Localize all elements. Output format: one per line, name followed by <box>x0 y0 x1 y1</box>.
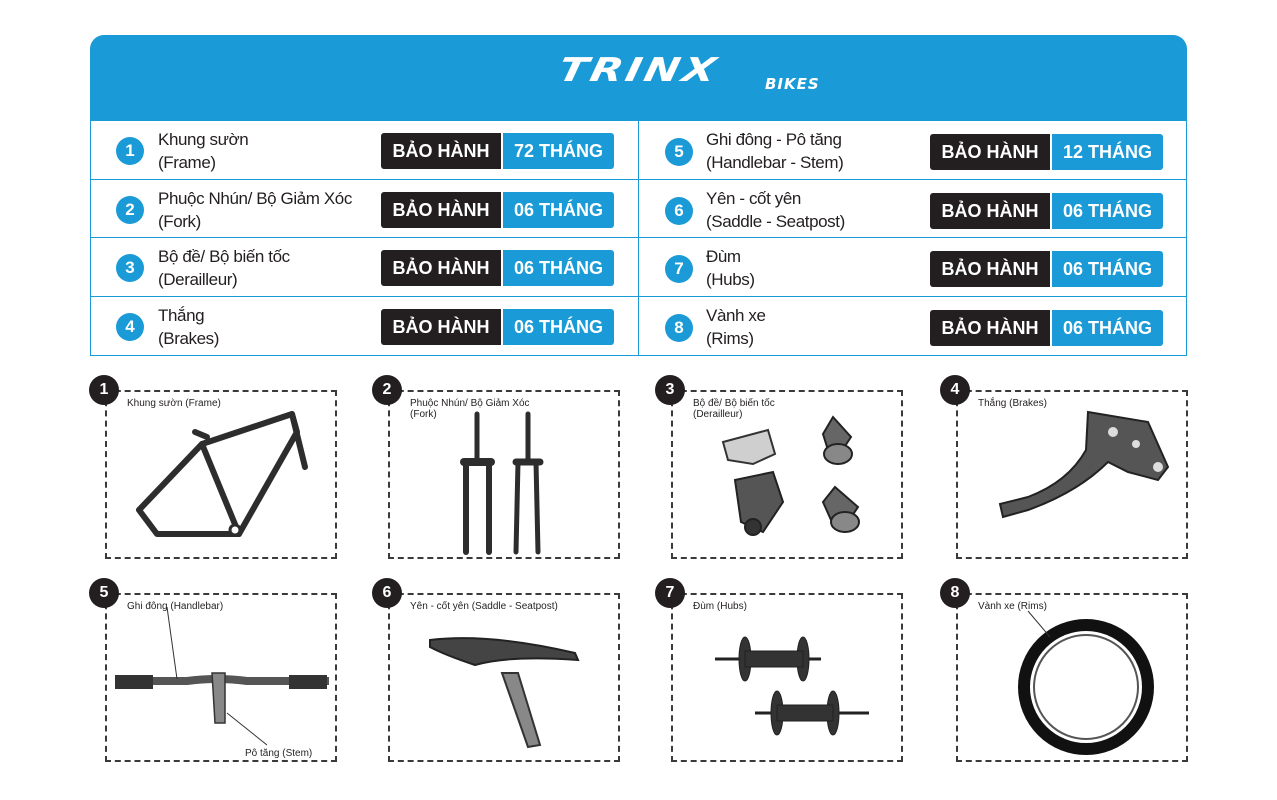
row-number: 6 <box>665 197 693 225</box>
component-card-derailleur <box>671 390 903 559</box>
row-number: 4 <box>116 313 144 341</box>
component-card-saddle <box>388 593 620 762</box>
card-label: Yên - cốt yên (Saddle - Seatpost) <box>410 601 558 612</box>
warranty-badge: BẢO HÀNH 12 THÁNG <box>930 134 1163 170</box>
card-label: Vành xe (Rims) <box>978 601 1047 612</box>
fork-illustration <box>390 392 618 557</box>
card-label: Đùm (Hubs) <box>693 601 747 612</box>
warranty-badge: BẢO HÀNH 06 THÁNG <box>930 193 1163 229</box>
warranty-row <box>639 121 1187 180</box>
trinx-logo <box>90 49 1187 91</box>
row-number: 7 <box>665 255 693 283</box>
frame-illustration <box>107 392 335 557</box>
warranty-row <box>639 238 1187 297</box>
card-number: 4 <box>940 375 970 405</box>
saddle-illustration <box>390 595 618 760</box>
card-label: Khung sườn (Frame) <box>127 398 221 409</box>
warranty-badge: BẢO HÀNH 06 THÁNG <box>381 250 614 286</box>
stem-label: Pô tăng (Stem) <box>245 748 313 759</box>
warranty-row <box>91 180 638 239</box>
warranty-row <box>91 297 638 356</box>
row-number: 2 <box>116 196 144 224</box>
brake-lever-illustration <box>958 392 1186 557</box>
part-name: Phuộc Nhún/ Bộ Giảm Xóc (Fork) <box>158 188 352 231</box>
component-card-frame <box>105 390 337 559</box>
part-name: Thắng (Brakes) <box>158 305 220 348</box>
card-number: 8 <box>940 578 970 608</box>
warranty-badge: BẢO HÀNH 06 THÁNG <box>381 192 614 228</box>
warranty-row <box>91 238 638 297</box>
card-label: Ghi đông (Handlebar) <box>127 601 224 612</box>
component-card-handlebar <box>105 593 337 762</box>
rim-illustration <box>958 595 1186 760</box>
card-number: 2 <box>372 375 402 405</box>
warranty-badge: BẢO HÀNH 72 THÁNG <box>381 133 614 169</box>
part-name: Vành xe (Rims) <box>706 305 766 348</box>
component-card-fork <box>388 390 620 559</box>
card-label: Bộ đề/ Bộ biến tốc (Derailleur) <box>693 398 775 420</box>
warranty-badge: BẢO HÀNH 06 THÁNG <box>930 310 1163 346</box>
row-number: 5 <box>665 138 693 166</box>
card-number: 5 <box>89 578 119 608</box>
logo-wordmark: TRINX <box>554 50 723 89</box>
warranty-column-right <box>639 121 1187 355</box>
row-number: 8 <box>665 314 693 342</box>
warranty-table <box>90 121 1187 356</box>
card-number: 3 <box>655 375 685 405</box>
card-label: Thắng (Brakes) <box>978 398 1047 409</box>
card-number: 7 <box>655 578 685 608</box>
hubs-illustration <box>673 595 901 760</box>
row-number: 1 <box>116 137 144 165</box>
part-name: Khung sườn (Frame) <box>158 130 249 172</box>
card-label: Phuộc Nhún/ Bộ Giảm Xóc (Fork) <box>410 398 530 420</box>
warranty-badge: BẢO HÀNH 06 THÁNG <box>381 309 614 345</box>
handlebar-illustration <box>107 595 335 760</box>
part-name: Yên - cốt yên (Saddle - Seatpost) <box>706 188 845 231</box>
component-card-hubs <box>671 593 903 762</box>
warranty-row <box>639 180 1187 239</box>
component-card-brakes <box>956 390 1188 559</box>
part-name: Đùm (Hubs) <box>706 247 755 289</box>
logo-subtitle: BIKES <box>765 75 820 93</box>
brand-header <box>90 35 1187 121</box>
row-number: 3 <box>116 254 144 282</box>
part-name: Ghi đông - Pô tăng (Handlebar - Stem) <box>706 130 844 172</box>
warranty-row <box>639 297 1187 356</box>
warranty-row <box>91 121 638 180</box>
card-number: 1 <box>89 375 119 405</box>
warranty-badge: BẢO HÀNH 06 THÁNG <box>930 251 1163 287</box>
card-number: 6 <box>372 578 402 608</box>
part-name: Bộ đề/ Bộ biến tốc (Derailleur) <box>158 247 290 289</box>
component-card-rims <box>956 593 1188 762</box>
warranty-column-left <box>91 121 639 355</box>
derailleur-illustration <box>673 392 901 557</box>
